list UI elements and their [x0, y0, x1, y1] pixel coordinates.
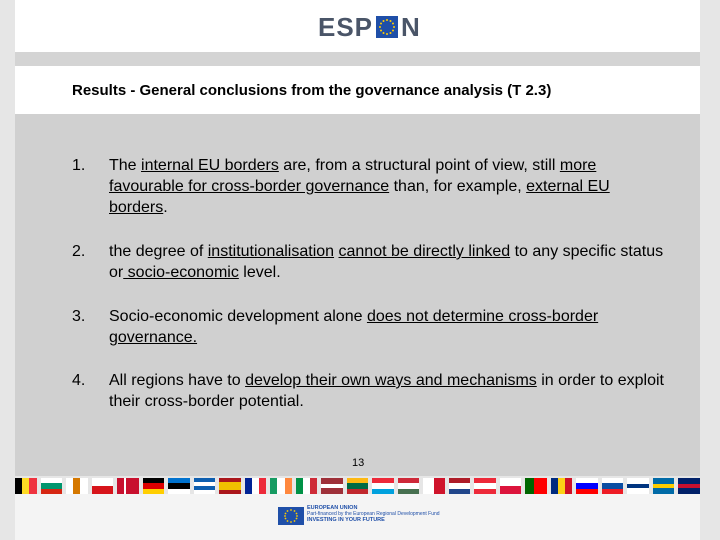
underlined-text: does not determine cross-border governance.	[109, 308, 599, 346]
flag-malta	[423, 478, 445, 494]
text-run: All regions have to	[109, 372, 246, 389]
flag-italy	[296, 478, 318, 494]
flag-luxembourg	[372, 478, 394, 494]
flag-bulgaria	[41, 478, 63, 494]
flag-germany	[143, 478, 165, 494]
logo-text-left: ESP	[318, 11, 374, 42]
eu-slogan: INVESTING IN YOUR FUTURE	[307, 517, 385, 523]
logo-text-right: N	[401, 11, 421, 42]
espon-logo	[318, 12, 421, 42]
flag-finland	[627, 478, 649, 494]
underlined-text: develop their own ways and mechanisms	[245, 372, 537, 389]
flag-romania	[551, 478, 573, 494]
item-text	[109, 370, 669, 412]
flag-spain	[219, 478, 241, 494]
text-run: to any specific status or	[109, 243, 664, 281]
item-number: 3.	[72, 308, 86, 325]
eu-flag-icon	[376, 16, 398, 38]
header-strip	[15, 52, 700, 66]
item-number: 2.	[72, 243, 86, 260]
item-number: 4.	[72, 372, 86, 389]
underlined-text: institutionalisation	[207, 243, 335, 260]
flag-poland	[500, 478, 522, 494]
eu-label: EUROPEAN UNION	[307, 505, 358, 511]
page-number: 13	[352, 457, 365, 469]
flag-hungary	[398, 478, 420, 494]
flag-cyprus	[66, 478, 88, 494]
text-run: than, for example,	[389, 178, 527, 195]
text-run: in order to exploit their cross-border potential.	[109, 372, 664, 410]
text-run: the degree of	[109, 243, 208, 260]
text-run: The	[109, 157, 142, 174]
flag-sweden	[653, 478, 675, 494]
text-run: are, from a structural point of view, still	[278, 157, 560, 174]
flag-greece	[194, 478, 216, 494]
flag-austria	[474, 478, 496, 494]
member-state-flags	[15, 478, 700, 494]
flag-latvia	[321, 478, 343, 494]
underlined-text: external EU borders	[109, 178, 610, 216]
underlined-text: more favourable for cross-border governance	[109, 157, 597, 195]
flag-portugal	[525, 478, 547, 494]
underlined-text: cannot be directly linked	[338, 243, 511, 260]
flag-denmark	[117, 478, 139, 494]
item-text	[109, 241, 669, 283]
underlined-text: socio-economic	[123, 264, 239, 281]
flag-slovenia	[576, 478, 598, 494]
eu-funding-text	[307, 505, 440, 523]
text-run: level.	[238, 264, 281, 281]
underlined-text: internal EU borders	[141, 157, 279, 174]
slide-title: Results - General conclusions from the governance analysis (T 2.3)	[72, 82, 552, 99]
flag-belgium	[15, 478, 37, 494]
text-run: Socio-economic development alone	[109, 308, 367, 325]
item-text	[109, 306, 669, 348]
flag-netherlands	[449, 478, 471, 494]
flag-ireland	[270, 478, 292, 494]
flag-estonia	[168, 478, 190, 494]
item-text	[109, 155, 669, 218]
text-run: .	[163, 199, 168, 216]
flag-slovakia	[602, 478, 624, 494]
flag-france	[245, 478, 267, 494]
flag-czech	[92, 478, 114, 494]
item-number: 1.	[72, 157, 86, 174]
flag-united-kingdom	[678, 478, 700, 494]
flag-lithuania	[347, 478, 369, 494]
eu-funding-line: Part-financed by the European Regional Development Fund	[307, 511, 440, 517]
eu-stars-icon	[278, 507, 304, 525]
